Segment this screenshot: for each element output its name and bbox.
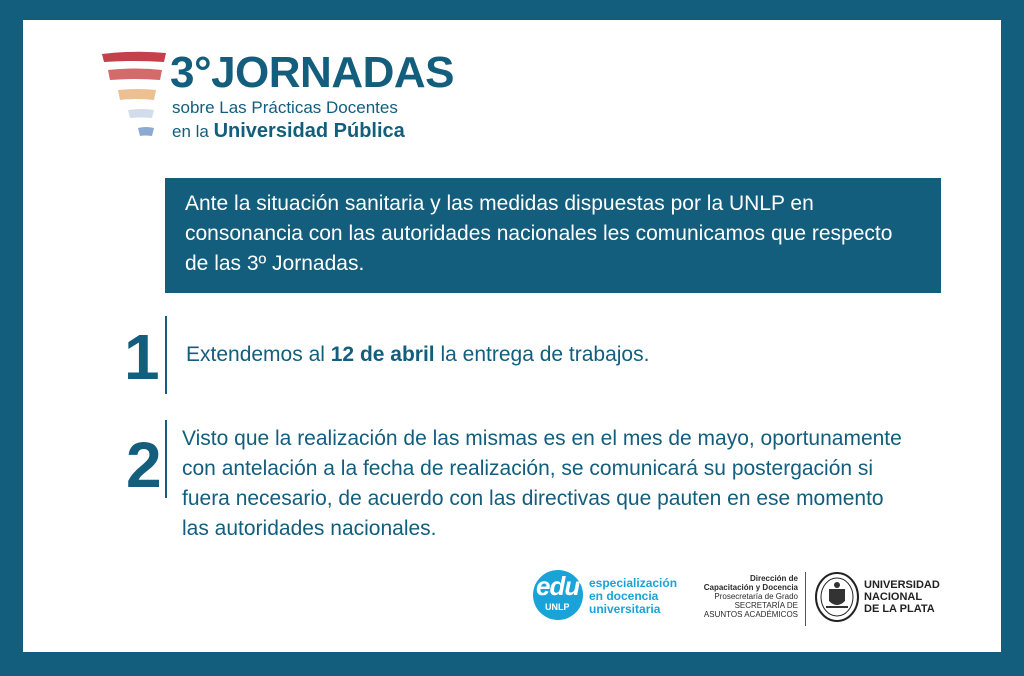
stripes-icon [100,50,170,145]
dir-line4: SECRETARÍA DE [734,601,798,610]
edu-line3: universitaria [589,602,661,616]
dir-line3: Prosecretaría de Grado [714,592,798,601]
unlp-line1: UNIVERSIDAD [864,579,940,591]
intro-box [165,178,941,293]
unlp-name [864,579,940,615]
edu-logo-sub: UNLP [545,602,570,612]
edu-program-name [589,577,677,616]
edu-line1: especialización [589,576,678,590]
logo-subtitle-line2 [172,120,405,143]
item-number-1: 1 [124,321,160,393]
item1-prefix: Extendemos al [186,343,331,366]
item-text-2: Visto que la realización de las mismas es en el mes de mayo, oportunamente con antelación a la fecha de realización, se comunicará su postergación si fuera necesario, de acuerdo con las directivas que pauten en ese momento las autoridades nacionales. [182,427,902,540]
logo-subtitle-bold: Universidad Pública [213,120,405,142]
item-text-1 [186,340,906,370]
direccion-block [680,574,798,619]
unlp-line3: DE LA PLATA [864,603,935,615]
unlp-line2: NACIONAL [864,591,923,603]
item-divider-1 [165,316,167,394]
edu-logo-word: edu [536,571,580,601]
footer-divider [805,572,806,626]
dir-line5: ASUNTOS ACADÉMICOS [703,610,798,619]
item-divider-2 [165,420,167,498]
logo-title: 3°JORNADAS [170,48,454,97]
dir-line2: Capacitación y Docencia [703,583,798,592]
item1-date: 12 de abril [330,343,435,366]
item1-suffix: la entrega de trabajos. [434,343,650,366]
intro-text: Ante la situación sanitaria y las medidas dispuestas por la UNLP en consonancia con las autoridades nacionales les comunicamos que respecto de las 3º Jornadas. [185,192,893,275]
unlp-seal-icon [814,571,860,623]
logo-subtitle-line1: sobre Las Prácticas Docentes [172,98,398,117]
jornadas-logo [100,48,454,145]
dir-line1: Dirección de [749,574,798,583]
item-number-2: 2 [126,429,162,501]
logo-subtitle-prefix: en la [172,122,214,141]
edu-line2: en docencia [589,589,659,603]
